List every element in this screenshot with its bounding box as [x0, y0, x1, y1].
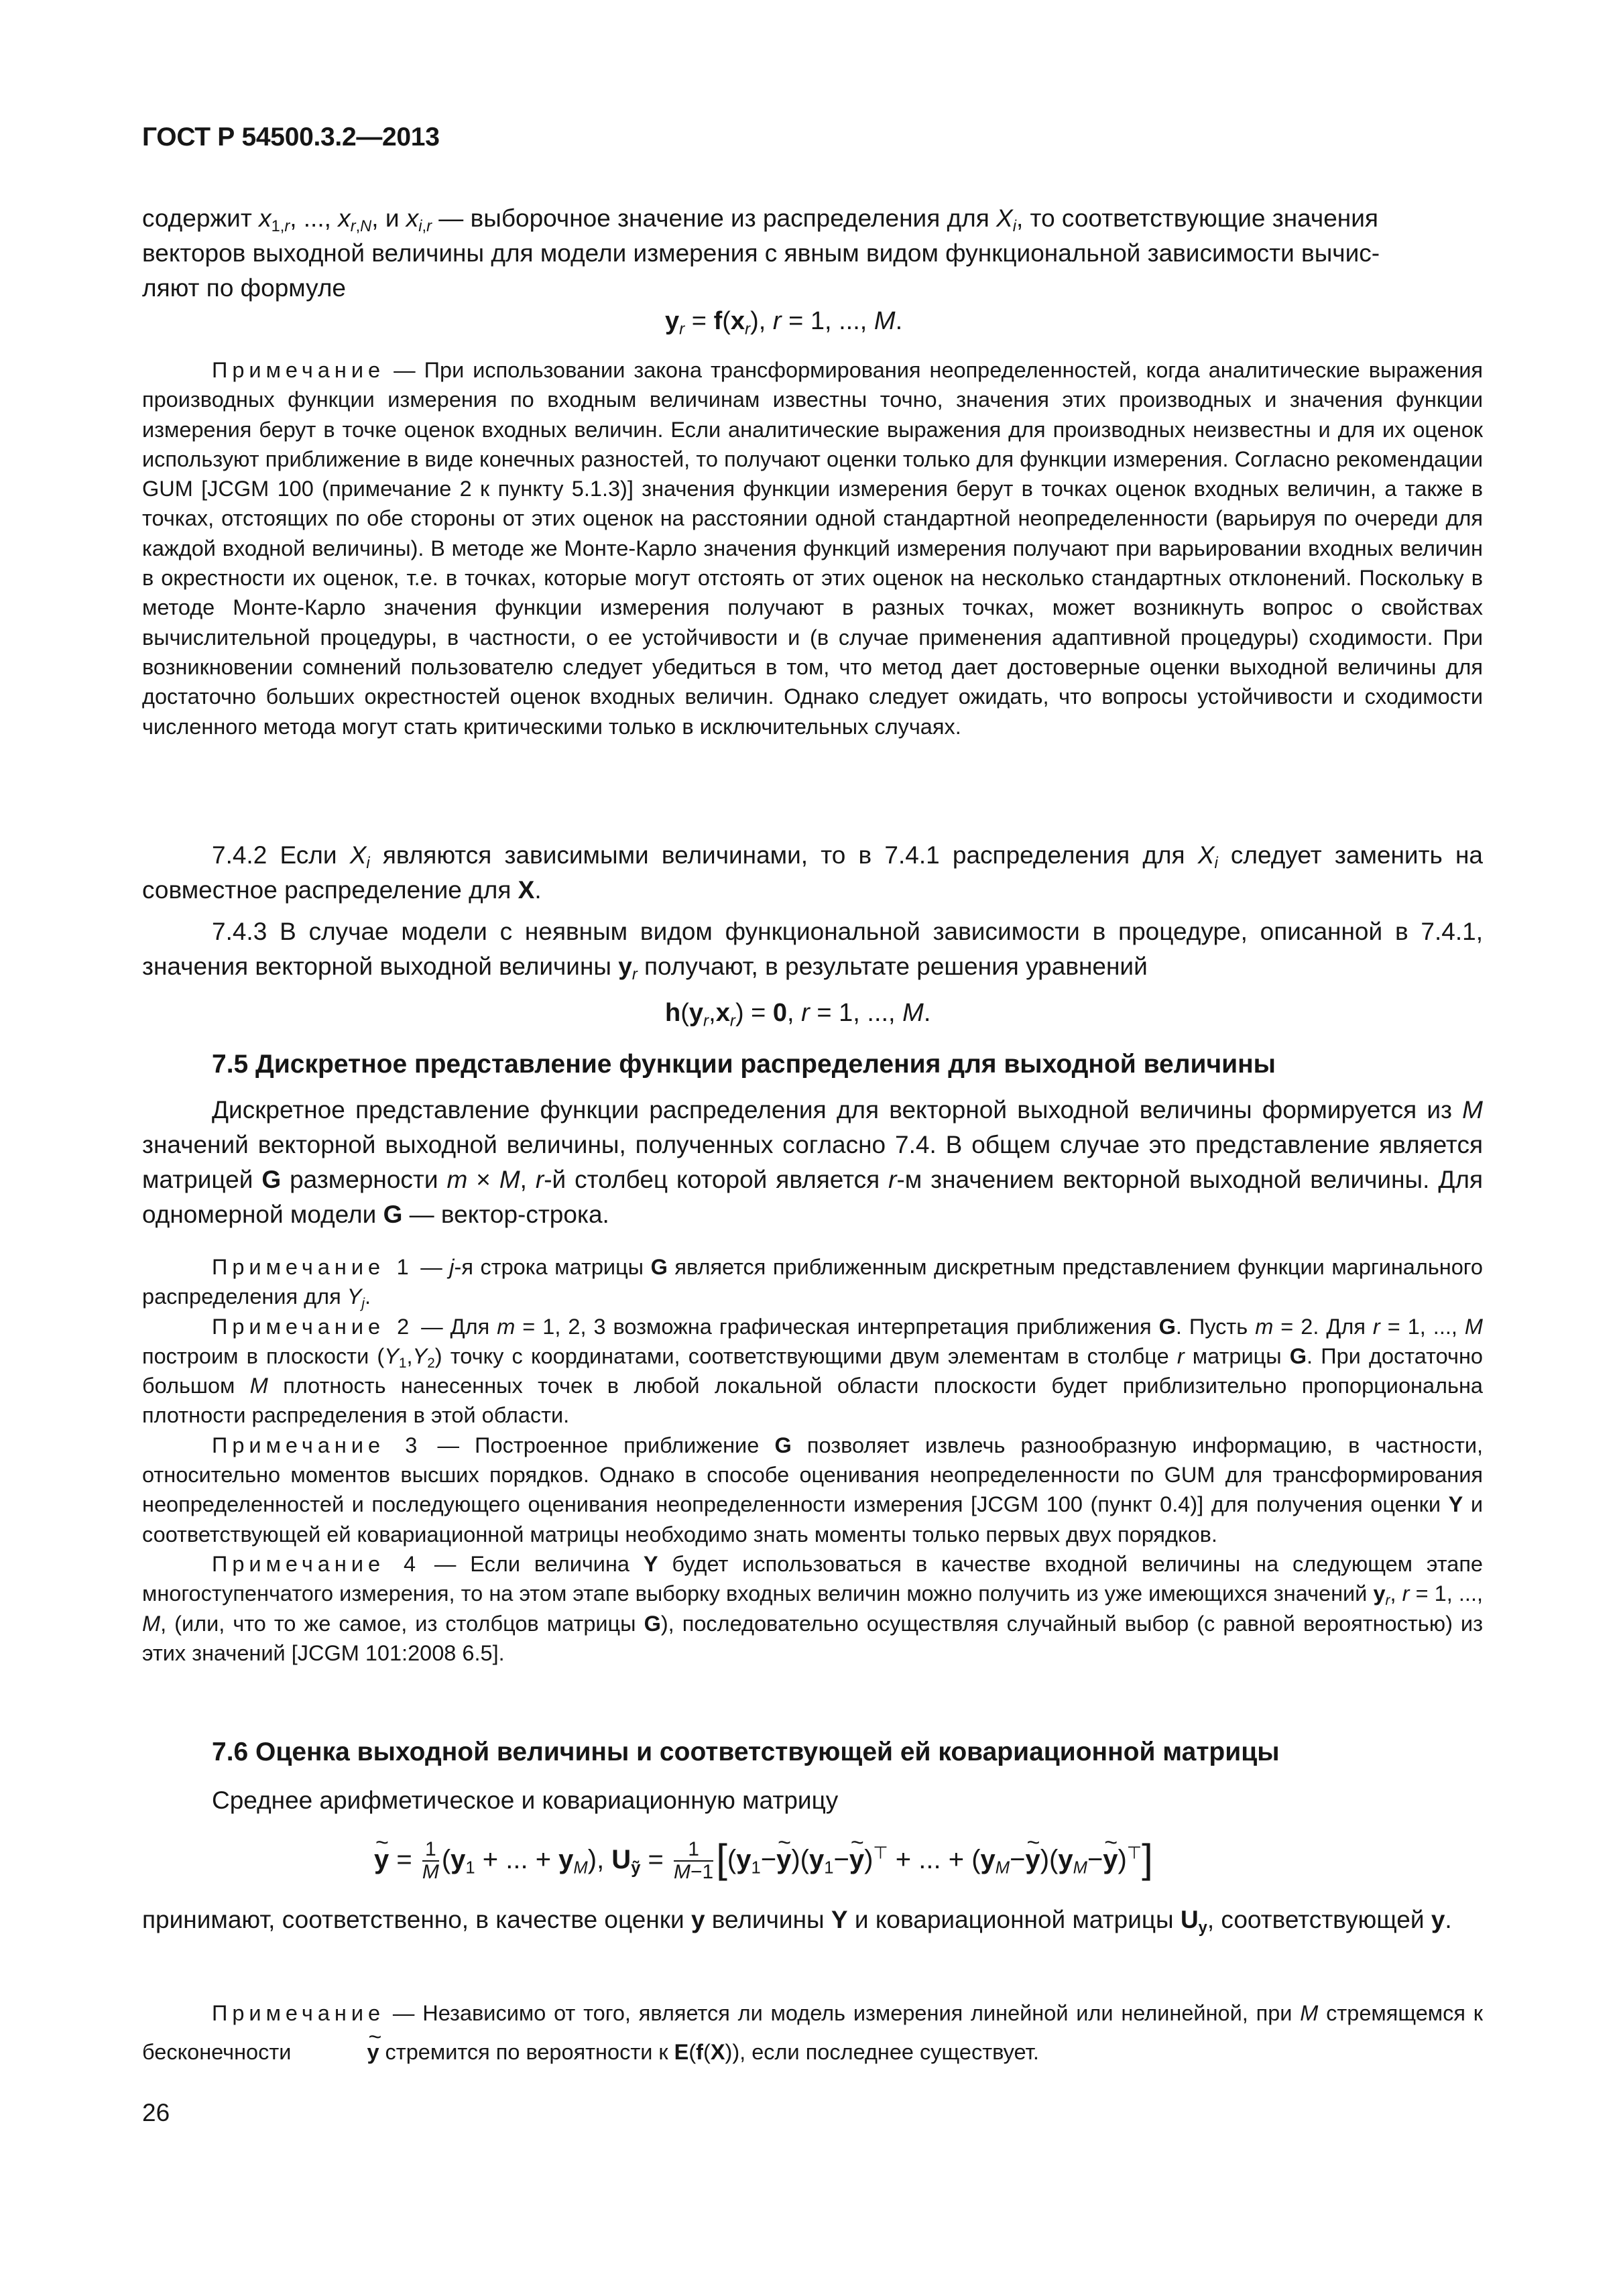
note-4: Примечание 4 — Если величина Y будет использоваться в качестве входной величины на следующем этапе многоступенчатого измерения, то на этом этапе выборку входных величин можно получить из уже имеющихся значений $y_r$, r = 1, ..., M, (или, что то же самое, из столбцов матрицы G), последовательно осуществляя случайный выбор (с равной вероятностью) из этих значений [JCGM 101:2008 6.5].: [142, 1551, 1484, 1665]
p76b-text: принимают, соответственно, в качестве оценки y величины Y и ковариационной матрицы $U_y$, соответствующей y.: [142, 1906, 1452, 1937]
note-2: Примечание 2 — Для m = 1, 2, 3 возможна графическая интерпретация приближения G. Пусть m = 2. Для r = 1, ..., M построим в плоскости $(Y_1,Y_2)$ точку с координатами, соответствующими двум элементам в столбце r матрицы G. При достаточно большом M плотность нанесенных точек в любой локальной области плоскости будет приблизительно пропорциональна плотности распределения в этой области.: [142, 1314, 1483, 1428]
intro-line-2: векторов выходной величины для модели измерения с явным видом функциональной зависимости вычис-: [142, 239, 1380, 267]
note-last-label: Примечание: [212, 2001, 385, 2025]
formula-mean-covariance: ~ y = $\frac{1}{M}$ ($y_1$ + ... + $y_M$), $U_ỹ$ = $\frac{1}{M-1}$ [($y_1-\sim$ $y)(y_1-\sim$ y)⊤ + ... + ($y_M-\sim$ $y)(y_M-\sim$ y)⊤]: [374, 1835, 1153, 1883]
paragraph-7-4-2: [142, 838, 1483, 908]
formula-explicit-model: $y_r = f(x_r)$, r = 1, ..., M.: [665, 307, 903, 339]
heading-7-6: 7.6 Оценка выходной величины и соответствующей ей ковариационной матрицы: [212, 1738, 1280, 1766]
note-1: Примечание 1 — j-я строка матрицы G является приближенным дискретным представлением функции маргинального распределения для $Y_j$.: [142, 1255, 1484, 1312]
paragraph-7-6-result: [142, 1902, 1483, 1937]
note-3-label: Примечание 3: [212, 1433, 422, 1457]
p743-text: 7.4.3 В случае модели с неявным видом функциональной зависимости в процедуре, описанной в 7.4.1, значения векторной выходной величины $y_r$ получают, в результате решения уравнений: [142, 918, 1483, 984]
note-2-label: Примечание 2: [212, 1314, 414, 1339]
p75-text: Дискретное представление функции распределения для векторной выходной величины формируется из M значений векторной выходной величины, полученных согласно 7.4. В общем случае это представление является матрицей G размерности m × M, r-й столбец которой является r-м значением векторной выходной величины. Для одномерной модели G — вектор-строка.: [142, 1096, 1484, 1228]
paragraph-7-6-intro: [142, 1783, 1483, 1818]
intro-paragraph: [142, 201, 1483, 306]
note-1-label: Примечание 1: [212, 1255, 414, 1279]
p76a-text: Среднее арифметическое и ковариационную матрицу: [212, 1787, 839, 1814]
formula-implicit-model: $h(y_r,x_r) = 0$, r = 1, ..., M.: [665, 999, 931, 1030]
note-main-body: — При использовании закона трансформирования неопределенностей, когда аналитические выражения производных функции измерения по входным величинам известны точно, значения этих производных и значения функции измерения берут в точке оценок входных величин. Если аналитические выражения для производных неизвестны и для их оценок используют приближение в виде конечных разностей, то получают оценки только для функции измерения. Согласно рекомендации GUM [JCGM 100 (примечание 2 к пункту 5.1.3)] значения функции измерения берут в точках оценок входных величин, а также в точках, отстоящих по обе стороны от этих оценок на расстоянии одной стандартной неопределенности (варьируя по очереди для каждой входной величины). В методе же Монте-Карло значения функций измерения получают при варьировании входных величин в окрестности их оценок, т.е. в точках, которые могут отстоять от этих оценок на несколько стандартных отклонений. Поскольку в методе Монте-Карло значения функции измерения получают в разных точках, может возникнуть вопрос о свойствах вычислительной процедуры, в частности, о ее устойчивости и (в случае применения адаптивной процедуры) сходимости. При возникновении сомнений пользователю следует убедиться в том, что метод дает достоверные оценки выходной величины для достаточно больших окрестностей оценок входных величин. Однако следует ожидать, что вопросы устойчивости и сходимости численного метода могут стать критическими только в исключительных случаях.: [142, 358, 1483, 739]
note-main: [142, 355, 1483, 741]
heading-7-5: 7.5 Дискретное представление функции распределения для выходной величины: [212, 1050, 1276, 1079]
note-last-text: Примечание — Независимо от того, является ли модель измерения линейной или нелинейной, при M стремящемся к бесконечности ~ y стремится по вероятности к E(f(X)), если последнее существует.: [142, 1994, 1483, 2071]
frac-1-over-M-minus-1: $\frac{1}{M-1}$: [674, 1838, 714, 1884]
intro-line-3: ляют по формуле: [142, 274, 346, 302]
page-number: 26: [142, 2099, 170, 2126]
frac-1-over-M: $\frac{1}{M}$: [422, 1838, 439, 1884]
note-3: Примечание 3 — Построенное приближение G позволяет извлечь разнообразную информацию, в частности, относительно моментов высших порядков. Однако в способе оценивания неопределенности по GUM для трансформирования неопределенностей и последующего оценивания неопределенности измерения [JCGM 100 (пункт 0.4)] для получения оценки Y и соответствующей ей ковариационной матрицы необходимо знать моменты только первых двух порядков.: [142, 1433, 1484, 1547]
p742-text: 7.4.2 Если $X_i$ являются зависимыми величинами, то в 7.4.1 распределения для $X_i$ следует заменить на совместное распределение для X.: [142, 841, 1483, 904]
document-code: ГОСТ Р 54500.3.2—2013: [142, 123, 440, 152]
notes-7-5: [142, 1252, 1483, 1668]
note-last: [142, 1994, 1483, 2071]
paragraph-7-5: [142, 1093, 1483, 1232]
intro-line-1: содержит $x_{1,r}$, ..., $x_{r,N}$, и $x_{i,r}$ — выборочное значение из распределения для $X_i$, то соответствующие значения: [142, 204, 1378, 236]
note-4-label: Примечание 4: [212, 1551, 421, 1576]
note-label: Примечание: [212, 358, 385, 382]
paragraph-7-4-3: [142, 914, 1483, 984]
note-main-text: [142, 355, 1483, 741]
